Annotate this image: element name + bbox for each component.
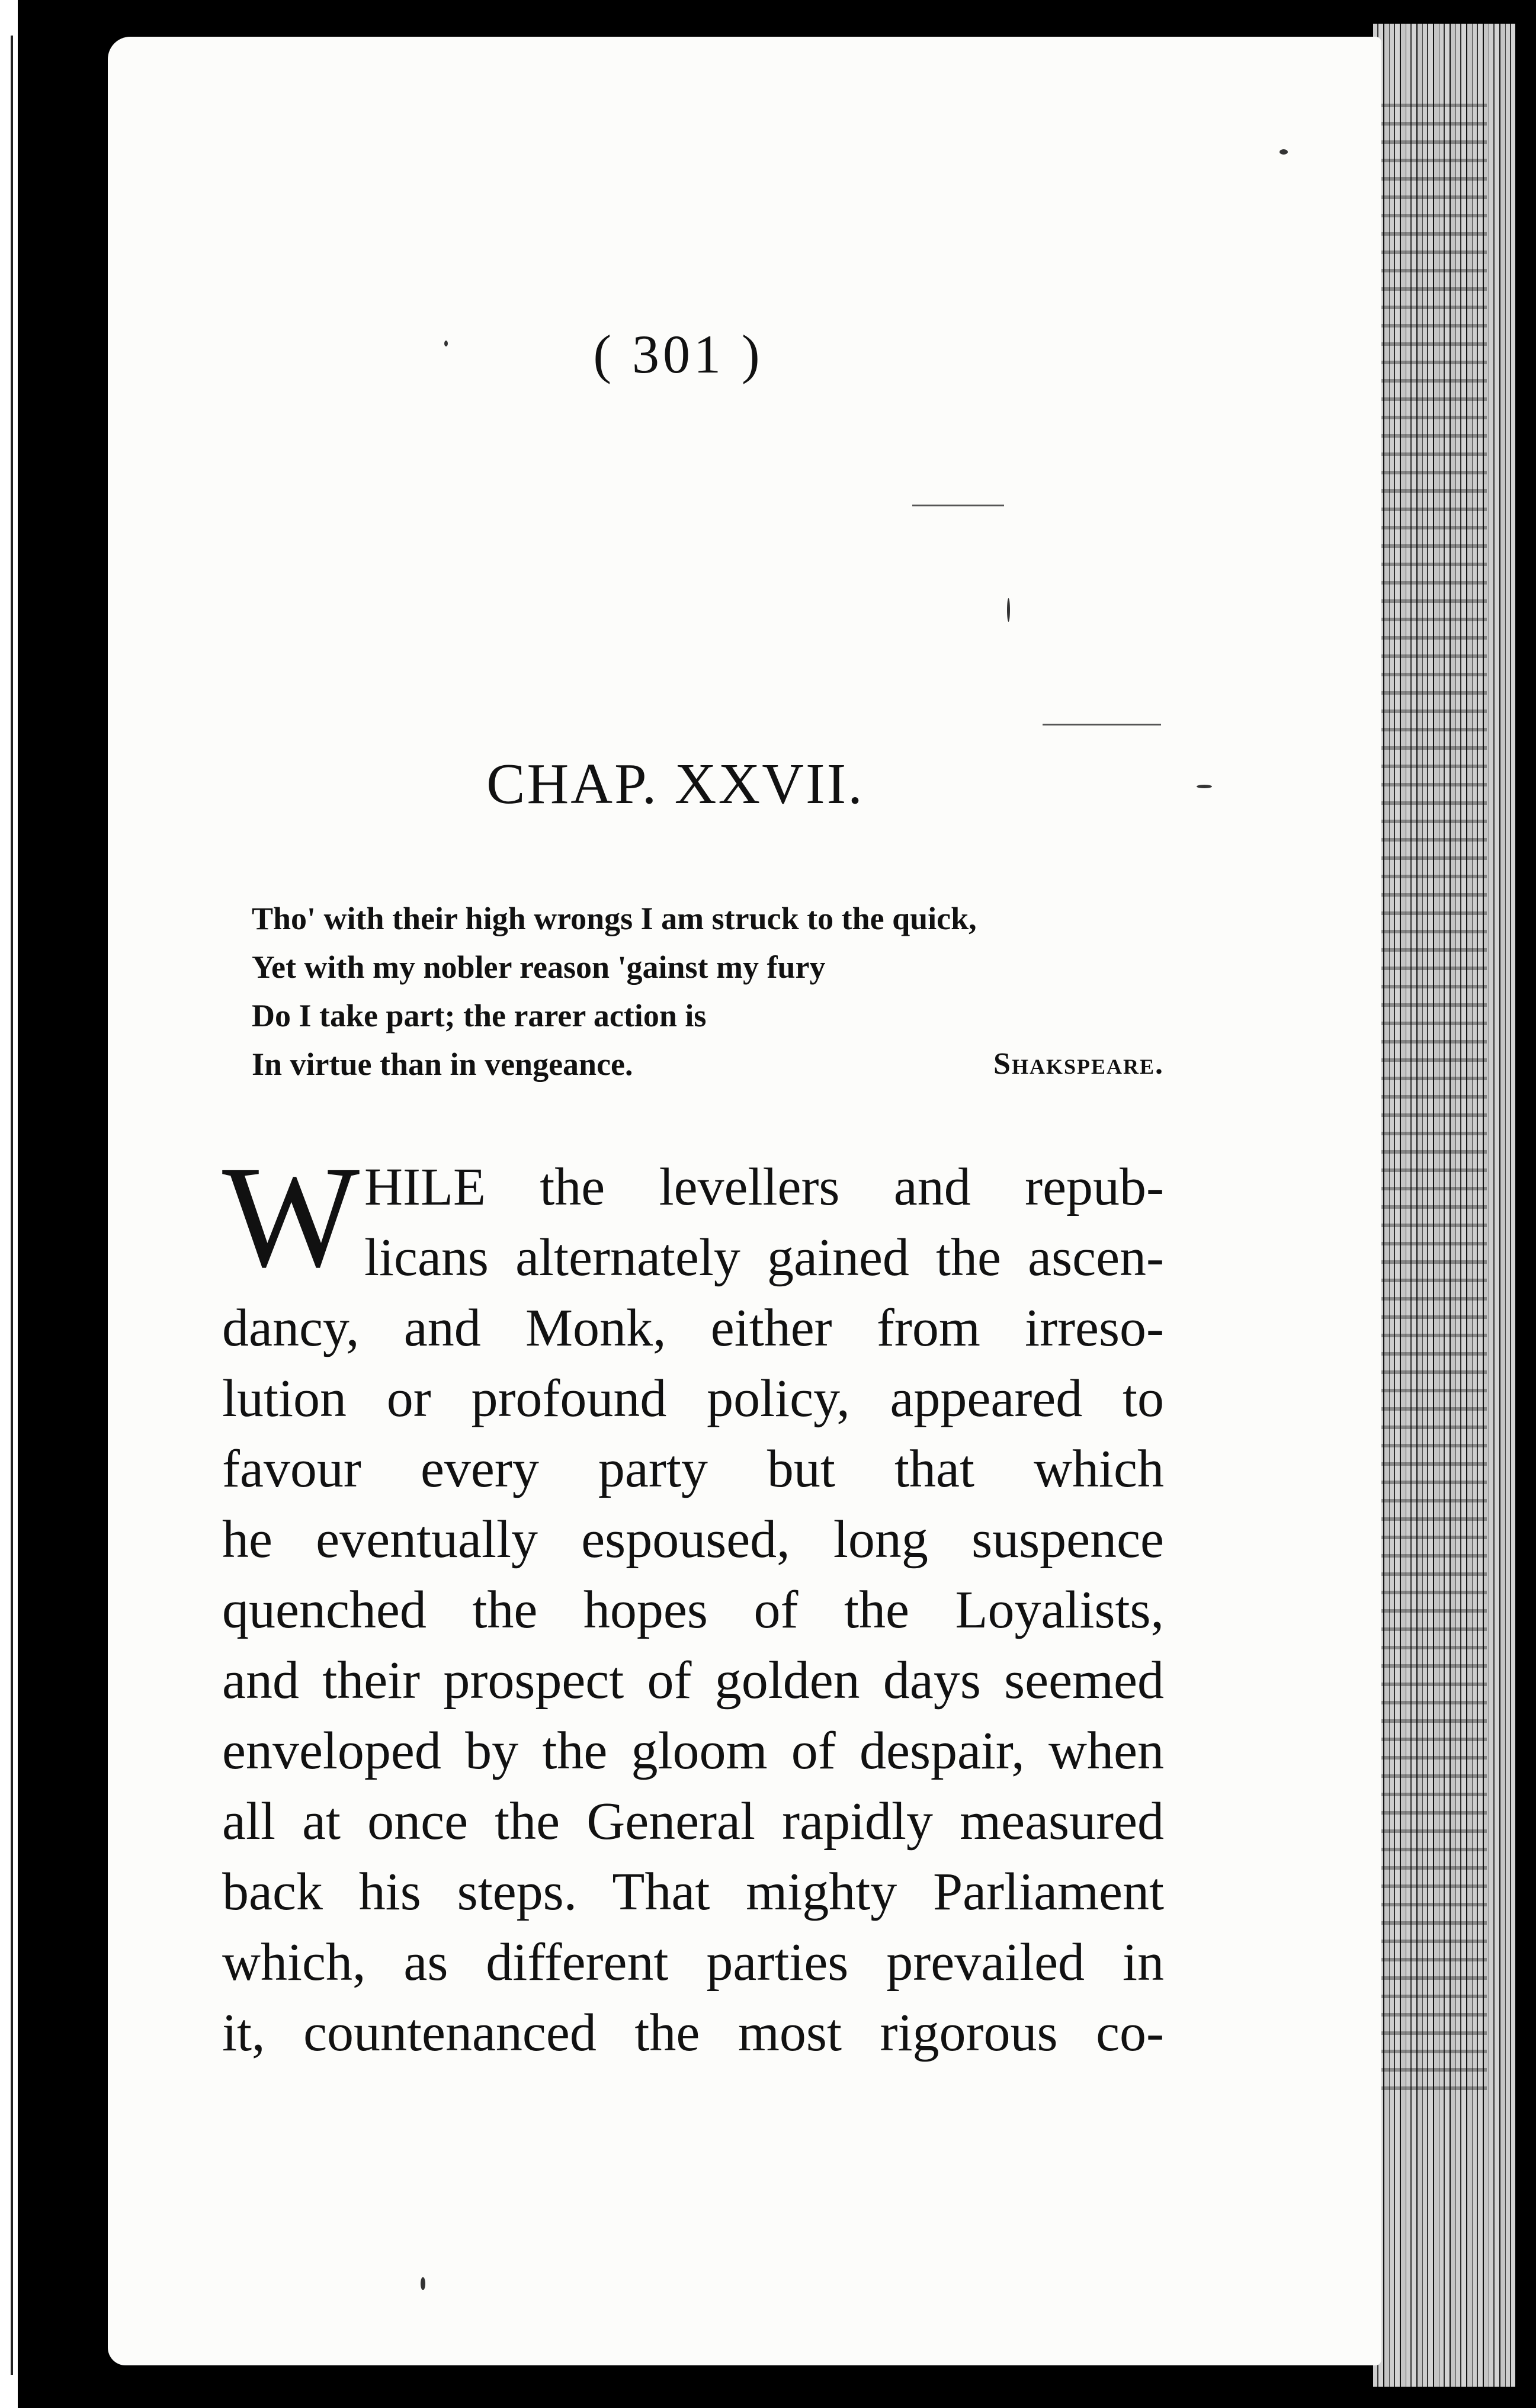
stray-mark: [1043, 724, 1161, 725]
body-line: quenched the hopes of the Loyalists,: [222, 1581, 1164, 1639]
body-line: it, countenanced the most rigorous co-: [222, 2004, 1164, 2062]
ink-speck: [421, 2277, 425, 2290]
body-line: enveloped by the gloom of despair, when: [222, 1722, 1164, 1780]
epigraph-line: In virtue than in vengeance.: [252, 1046, 633, 1082]
body-line: dancy, and Monk, either from irreso-: [222, 1299, 1164, 1357]
body-line: favour every party but that which: [222, 1440, 1164, 1498]
page-number: ( 301 ): [593, 324, 764, 384]
ink-speck: [1007, 598, 1010, 622]
epigraph-line: Yet with my nobler reason 'gainst my fury: [252, 949, 826, 985]
scan-left-edge-line: [11, 36, 13, 2375]
body-line: which, as different parties prevailed in: [222, 1933, 1164, 1992]
body-text: [222, 1152, 1164, 2068]
body-line: back his steps. That mighty Parliament: [222, 1863, 1164, 1921]
body-line: he eventually espoused, long suspence: [222, 1510, 1164, 1569]
book-gutter-shading: [1380, 89, 1487, 2102]
body-line: lution or profound policy, appeared to: [222, 1369, 1164, 1428]
drop-cap: W: [222, 1136, 360, 1298]
body-line: licans alternately gained the ascen-: [364, 1228, 1164, 1287]
body-line: and their prospect of golden days seemed: [222, 1651, 1164, 1710]
ink-speck: [1197, 785, 1212, 788]
chapter-title: CHAP. XXVII.: [486, 752, 864, 816]
ink-speck: [444, 341, 448, 346]
scan-left-edge: [0, 0, 18, 2408]
epigraph-line: Do I take part; the rarer action is: [252, 998, 707, 1033]
epigraph-attribution: Shakspeare.: [993, 1047, 1164, 1081]
body-line: HILE the levellers and repub-: [364, 1158, 1164, 1216]
epigraph-line: Tho' with their high wrongs I am struck to the quick,: [252, 901, 977, 936]
ink-speck: [1280, 149, 1288, 155]
stray-mark: [912, 505, 1004, 506]
body-line: all at once the General rapidly measured: [222, 1792, 1164, 1851]
epigraph: [252, 894, 1164, 1089]
